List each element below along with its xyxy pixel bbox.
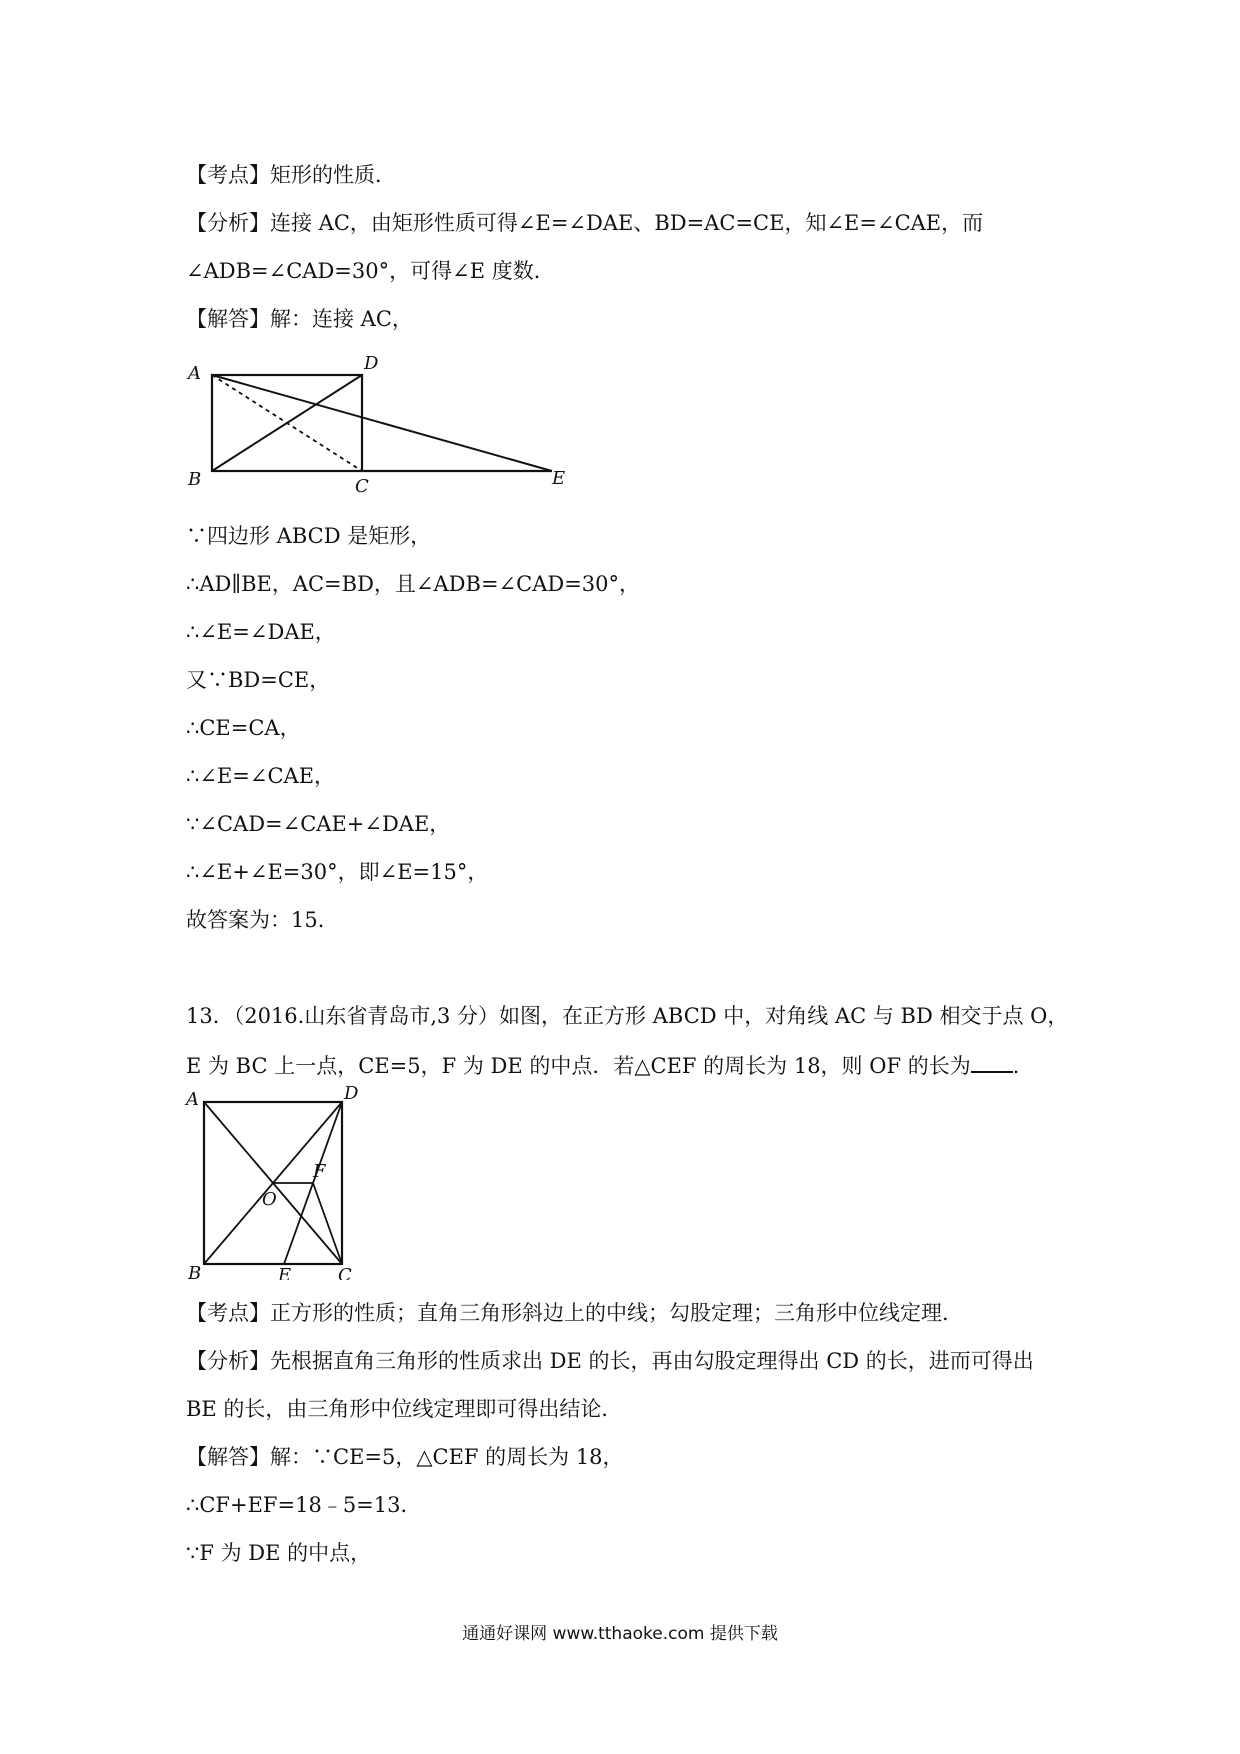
q13-square-figure xyxy=(180,1085,390,1280)
q13-label-b: B xyxy=(188,1263,202,1280)
q12-line-ae xyxy=(212,375,552,471)
q12-jieda: 【解答】解：连接 AC， xyxy=(186,307,413,331)
q13-line-fc xyxy=(313,1183,342,1264)
q13-question-line2 xyxy=(186,1051,1034,1079)
q12-answer: 故答案为：15． xyxy=(186,908,339,932)
q13-question-line1: 13．（2016.山东省青岛市,3 分）如图，在正方形 ABCD 中，对角线 AC 与 BD 相交于点 O， xyxy=(186,1004,1069,1028)
q12-rectangle-figure xyxy=(180,345,580,495)
q12-step-2: ∴AD∥BE，AC=BD，且∠ADB=∠CAD=30°， xyxy=(186,572,641,596)
q13-question-end: ． xyxy=(1012,1054,1034,1078)
q13-label-a: A xyxy=(186,1089,199,1110)
q12-label-a: A xyxy=(188,363,201,384)
q13-label-d: D xyxy=(344,1085,359,1104)
q12-label-e: E xyxy=(552,468,566,489)
q13-label-e: E xyxy=(278,1265,292,1280)
q13-fenxi-line1: 【分析】先根据直角三角形的性质求出 DE 的长，再由勾股定理得出 CD 的长，进而可得出 xyxy=(186,1349,1034,1373)
page-footer: 通通好课网 www.tthaoke.com 提供下载 xyxy=(462,1624,778,1644)
q12-label-b: B xyxy=(188,469,202,490)
q12-step-5: ∴CE=CA， xyxy=(186,716,301,740)
q13-fenxi-line2: BE 的长，由三角形中位线定理即可得出结论． xyxy=(186,1397,623,1421)
q13-label-f: F xyxy=(313,1161,326,1182)
q13-label-c: C xyxy=(338,1265,352,1280)
q13-step-2: ∵F 为 DE 的中点， xyxy=(186,1541,372,1565)
q12-step-7: ∵∠CAD=∠CAE+∠DAE， xyxy=(186,812,451,836)
q13-jieda: 【解答】解：∵CE=5，△CEF 的周长为 18， xyxy=(186,1445,624,1469)
q12-kaodian: 【考点】矩形的性质． xyxy=(186,163,396,187)
q13-step-1: ∴CF+EF=18﹣5=13． xyxy=(186,1493,422,1517)
q12-label-d: D xyxy=(364,353,379,374)
q12-fenxi-line2: ∠ADB=∠CAD=30°，可得∠E 度数． xyxy=(186,259,555,283)
q12-step-6: ∴∠E=∠CAE， xyxy=(186,764,336,788)
q13-question-text: E 为 BC 上一点，CE=5，F 为 DE 的中点．若△CEF 的周长为 18，则 OF 的长为 xyxy=(186,1054,971,1078)
q12-step-8: ∴∠E+∠E=30°，即∠E=15°， xyxy=(186,860,489,884)
answer-blank xyxy=(971,1051,1013,1073)
q12-step-3: ∴∠E=∠DAE， xyxy=(186,620,336,644)
q13-label-o: O xyxy=(262,1189,277,1210)
q13-kaodian: 【考点】正方形的性质；直角三角形斜边上的中线；勾股定理；三角形中位线定理． xyxy=(186,1301,963,1325)
q12-step-1: ∵四边形 ABCD 是矩形， xyxy=(186,524,432,548)
q12-step-4: 又∵BD=CE， xyxy=(186,668,331,692)
q12-label-c: C xyxy=(355,476,369,495)
q12-fenxi-line1: 【分析】连接 AC，由矩形性质可得∠E=∠DAE、BD=AC=CE，知∠E=∠CAE，而 xyxy=(186,211,984,235)
